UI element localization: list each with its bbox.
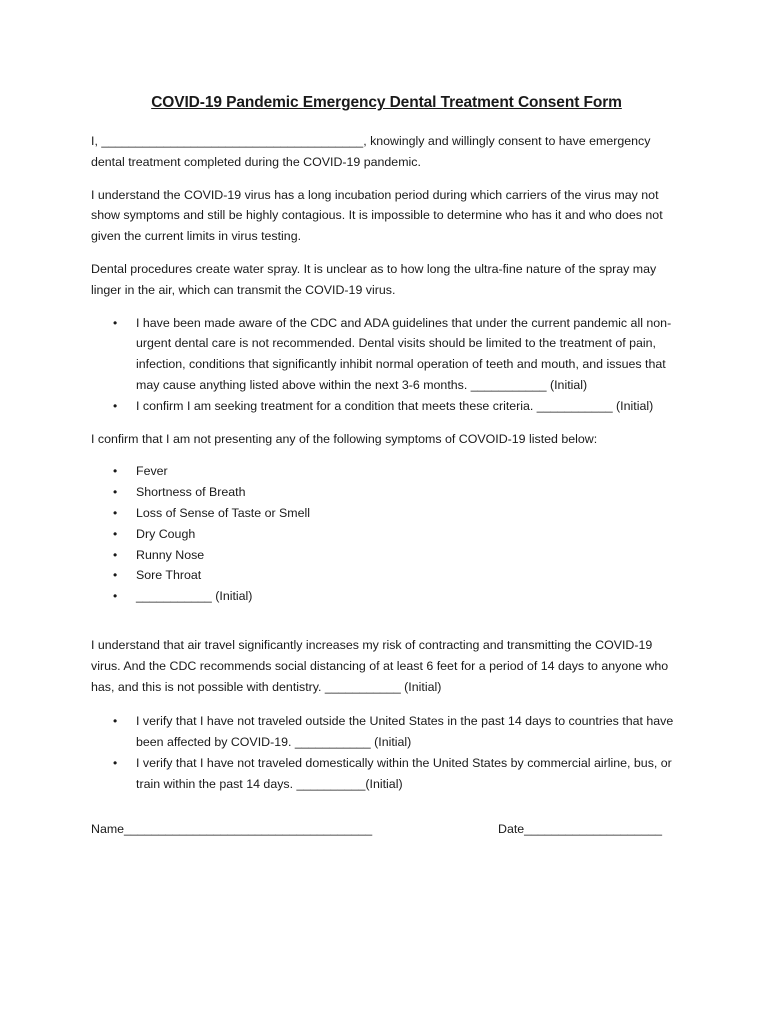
bullet-icon: •	[113, 547, 118, 562]
consent-paragraph: I, ______________________________________, knowingly and willingly consent to have emergency dental treatment completed during the COVID-19 pandemic.	[91, 134, 651, 169]
guideline-text: I have been made aware of the CDC and ADA guidelines that under the current pandemic all non-urgent dental care is not recommended. Dental visits should be limited to the treatment of pain, infection, conditions that significantly inhibit normal operation of teeth and mouth, and issues that may cause anything listed above within the next 3-6 months. ___________ (Initial)	[136, 315, 672, 392]
guideline-text: I confirm I am seeking treatment for a condition that meets these criteria. ___________ (Initial)	[136, 398, 654, 413]
air-travel-paragraph: I understand that air travel significantly increases my risk of contracting and transmitting the COVID-19 virus. And the CDC recommends social distancing of at least 6 feet for a period of 14 days to anyone who has, and this is not possible with dentistry. ___________ (Initial)	[91, 637, 669, 694]
travel-text: I verify that I have not traveled domestically within the United States by commercial airline, bus, or train within the past 14 days. __________(Initial)	[136, 755, 672, 791]
list-item	[91, 313, 682, 396]
travel-text: I verify that I have not traveled outside the United States in the past 14 days to countries that have been affected by COVID-19. ___________ (Initial)	[136, 714, 674, 750]
symptom-text: Shortness of Breath	[136, 485, 246, 500]
travel-list	[91, 711, 682, 794]
list-item	[91, 482, 682, 503]
list-item	[91, 461, 682, 482]
bullet-icon: •	[113, 755, 118, 770]
list-item	[91, 396, 682, 417]
bullet-icon: •	[113, 485, 118, 500]
symptom-text: Fever	[136, 464, 168, 479]
list-item	[91, 711, 682, 753]
bullet-icon: •	[113, 398, 118, 413]
form-title: COVID-19 Pandemic Emergency Dental Treatment Consent Form	[151, 94, 622, 111]
spray-paragraph: Dental procedures create water spray. It is unclear as to how long the ultra-fine nature of the spray may linger in the air, which can transmit the COVID-19 virus.	[91, 261, 657, 297]
guidelines-list	[91, 313, 682, 417]
bullet-icon: •	[113, 714, 118, 729]
list-item	[91, 503, 682, 524]
symptoms-list	[91, 461, 682, 607]
bullet-icon: •	[113, 589, 118, 604]
list-item	[91, 545, 682, 566]
symptom-text: Runny Nose	[136, 547, 205, 562]
symptom-text: Loss of Sense of Taste or Smell	[136, 505, 311, 520]
symptoms-intro: I confirm that I am not presenting any of the following symptoms of COVOID-19 listed below:	[91, 431, 598, 446]
name-field: Name____________________________________	[91, 822, 373, 836]
list-item	[91, 586, 682, 607]
list-item	[91, 753, 682, 795]
bullet-icon: •	[113, 505, 118, 520]
list-item	[91, 524, 682, 545]
symptom-text: Sore Throat	[136, 568, 202, 583]
incubation-paragraph: I understand the COVID-19 virus has a long incubation period during which carriers of the virus may not show symptoms and still be highly contagious. It is impossible to determine who has it and who does not given the current limits in virus testing.	[91, 187, 663, 244]
bullet-icon: •	[113, 568, 118, 583]
bullet-icon: •	[113, 315, 118, 330]
date-field: Date____________________	[498, 822, 662, 836]
bullet-icon: •	[113, 526, 118, 541]
list-item	[91, 565, 682, 586]
bullet-icon: •	[113, 464, 118, 479]
symptom-text: Dry Cough	[136, 526, 196, 541]
symptom-initial-line: ___________ (Initial)	[136, 589, 253, 604]
